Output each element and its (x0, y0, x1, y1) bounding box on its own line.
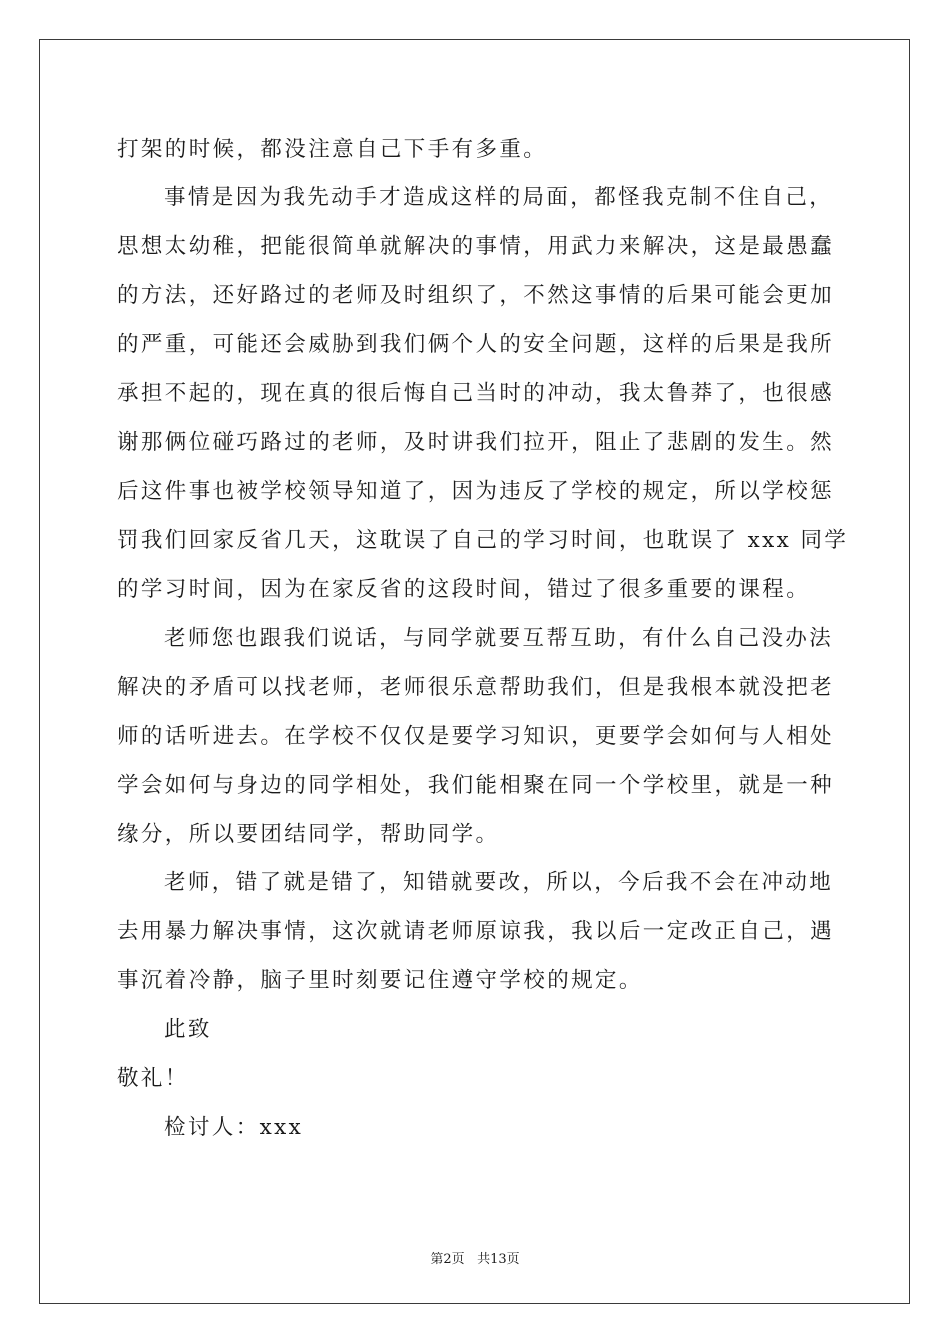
text-line: 的学习时间，因为在家反省的这段时间，错过了很多重要的课程。 (117, 577, 811, 602)
text-line: 事情是因为我先动手才造成这样的局面，都怪我克制不住自己， (164, 185, 834, 210)
closing-regards: 敬礼！ (117, 1066, 189, 1091)
text-line: 打架的时候，都没注意自己下手有多重。 (117, 137, 548, 162)
text-line: 去用暴力解决事情，这次就请老师原谅我，我以后一定改正自己，遇 (117, 919, 835, 944)
signature-line: 检讨人：xxx (164, 1115, 304, 1140)
text-line: 老师，错了就是错了，知错就要改，所以，今后我不会在冲动地 (164, 870, 834, 895)
text-line: 老师您也跟我们说话，与同学就要互帮互助，有什么自己没办法 (164, 626, 834, 651)
text-line: 后这件事也被学校领导知道了，因为违反了学校的规定，所以学校惩 (117, 479, 835, 504)
text-line: 解决的矛盾可以找老师，老师很乐意帮助我们，但是我根本就没把老 (117, 675, 835, 700)
text-line: 承担不起的，现在真的很后悔自己当时的冲动，我太鲁莽了，也很感 (117, 381, 835, 406)
text-line: 思想太幼稚，把能很简单就解决的事情，用武力来解决，这是最愚蠢 (117, 234, 835, 259)
text-line: 的方法，还好路过的老师及时组织了，不然这事情的后果可能会更加 (117, 283, 835, 308)
page-total: 共13页 (477, 1252, 520, 1267)
text-line: 师的话听进去。在学校不仅仅是要学习知识，更要学会如何与人相处 (117, 724, 835, 749)
text-line: 缘分，所以要团结同学，帮助同学。 (117, 822, 500, 847)
text-line: 谢那俩位碰巧路过的老师，及时讲我们拉开，阻止了悲剧的发生。然 (117, 430, 835, 455)
page-number: 第2页 (430, 1252, 465, 1267)
closing-salutation: 此致 (164, 1017, 212, 1042)
page-footer (0, 1248, 950, 1267)
text-line: 事沉着冷静，脑子里时刻要记住遵守学校的规定。 (117, 968, 643, 993)
text-line: 罚我们回家反省几天，这耽误了自己的学习时间，也耽误了 xxx 同学 (117, 528, 849, 553)
text-line: 学会如何与身边的同学相处，我们能相聚在同一个学校里，就是一种 (117, 773, 835, 798)
text-line: 的严重，可能还会威胁到我们俩个人的安全问题，这样的后果是我所 (117, 332, 835, 357)
